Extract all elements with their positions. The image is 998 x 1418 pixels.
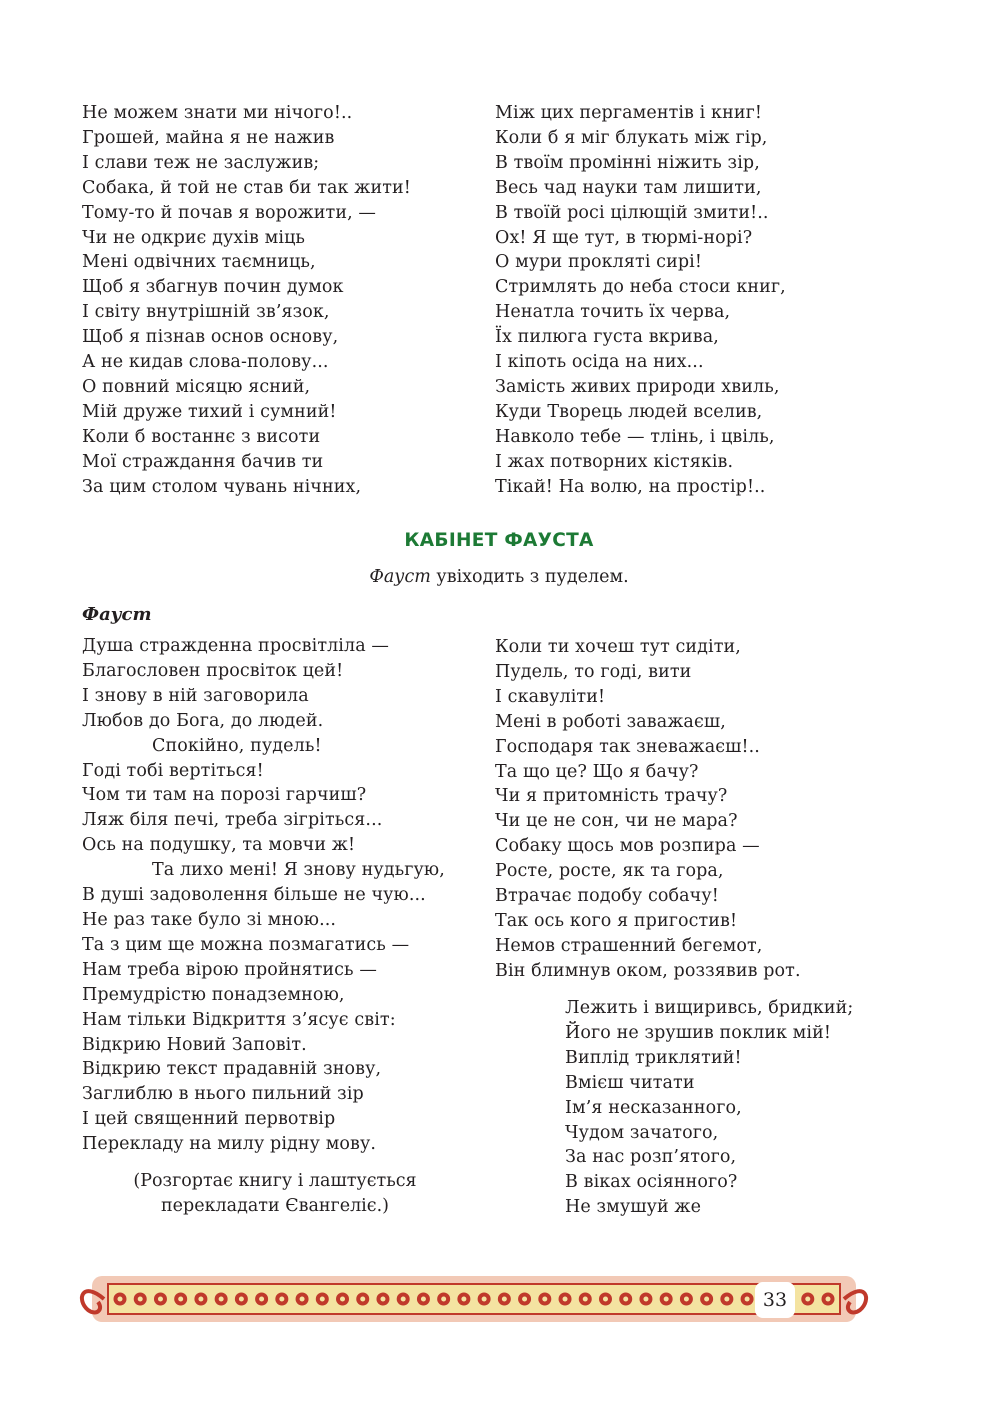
poem-line: Та що це? Що я бачу? xyxy=(495,761,699,782)
poem-line: Тікай! На волю, на простір!.. xyxy=(495,476,766,497)
ornament-motif-center xyxy=(320,1297,325,1302)
ornament-motif-center xyxy=(401,1297,406,1302)
ornament-motif-center xyxy=(826,1297,831,1302)
poem-line-indented: Та лихо мені! Я знову нудьгую, xyxy=(152,860,445,881)
poem-line: Пудель, то годі, вити xyxy=(495,661,692,682)
poem-line: І кіпоть осіда на них... xyxy=(495,352,704,373)
poem-line: Не можем знати ми нічого!.. xyxy=(82,103,353,123)
poem-line: Мені в роботі заважаєш, xyxy=(495,711,726,732)
ornament-motif-center xyxy=(805,1297,810,1302)
ornament-motif-center xyxy=(360,1297,365,1302)
poem-line: Мені одвічних таємниць, xyxy=(82,252,316,273)
ornament-motif-center xyxy=(158,1297,163,1302)
poem-line: Щоб я пізнав основ основу, xyxy=(82,327,339,348)
ornament-motif-center xyxy=(664,1297,669,1302)
ornament-motif-center xyxy=(522,1297,527,1302)
stage-remark-line: перекладати Євангеліє.) xyxy=(161,1195,389,1216)
poem-line: В твоїм промінні ніжить зір, xyxy=(495,152,760,173)
poem-line: Щоб я збагнув почин думок xyxy=(82,277,344,298)
poem-line: Чудом зачатого, xyxy=(565,1122,719,1143)
poem-bottom-left-column xyxy=(82,634,445,1157)
poem-line: Замість живих природи хвиль, xyxy=(495,376,780,397)
poem-line: Любов до Бога, до людей. xyxy=(82,710,324,731)
ornament-motif-center xyxy=(300,1297,305,1302)
stage-direction xyxy=(0,567,998,587)
ornament-motif-center xyxy=(563,1297,568,1302)
poem-line: І знову в ній заговорила xyxy=(82,685,309,706)
poem-line: Тому-то й почав я ворожити, — xyxy=(82,202,377,223)
ornament-motif-center xyxy=(138,1297,143,1302)
poem-line: Так ось кого я пригостив! xyxy=(495,910,738,931)
poem-line: Коли б востаннє з висоти xyxy=(82,426,321,447)
poem-line: Грошей, майна я не нажив xyxy=(82,127,335,148)
poem-line: Немов страшенний бегемот, xyxy=(495,935,763,956)
ornament-motif-center xyxy=(239,1297,244,1302)
ornament-motif-center xyxy=(461,1297,466,1302)
poem-line: Чи це не сон, чи не мара? xyxy=(495,811,738,832)
ornament-motif-center xyxy=(219,1297,224,1302)
ornament-motif-center xyxy=(482,1297,487,1302)
section-heading: КАБІНЕТ ФАУСТА xyxy=(404,530,594,551)
poem-line: Виплід триклятий! xyxy=(565,1047,742,1068)
poem-line: Ось на подушку, та мовчи ж! xyxy=(82,835,356,856)
poem-line: Між цих пергаментів і книг! xyxy=(495,103,763,123)
poem-line: Ляж біля печі, треба зігріться... xyxy=(82,810,383,831)
stage-remark-line: (Розгортає книгу і лаштується xyxy=(133,1171,417,1191)
poem-line: Мої страждання бачив ти xyxy=(82,451,324,472)
poem-line: Ох! Я ще тут, в тюрмі-норі? xyxy=(495,227,753,248)
poem-line: Навколо тебе — тлінь, і цвіль, xyxy=(495,426,775,447)
ornament-motif-center xyxy=(724,1297,729,1302)
stage-direction-character: Фауст xyxy=(369,567,431,587)
poem-line: В душі задоволення більше не чую... xyxy=(82,885,426,906)
poem-line: Росте, росте, як та гора, xyxy=(495,861,724,882)
ornament-motif-center xyxy=(704,1297,709,1302)
ornament-motif-center xyxy=(441,1297,446,1302)
poem-line: Він блимнув оком, роззявив рот. xyxy=(495,960,801,981)
poem-line: Втрачає подобу собачу! xyxy=(495,886,719,907)
poem-line: Коли ти хочеш тут сидіти, xyxy=(495,637,741,657)
stage-direction-text: увіходить з пуделем. xyxy=(430,567,629,587)
ornament-motif-center xyxy=(380,1297,385,1302)
speaker-name: Фауст xyxy=(82,604,152,625)
poem-line: Коли б я міг блукать між гір, xyxy=(495,127,768,148)
poem-bottom-right-indented-stanza xyxy=(565,996,853,1220)
poem-line: Не раз таке було зі мною... xyxy=(82,909,337,930)
poem-line: Мій друже тихий і сумний! xyxy=(82,401,337,422)
poem-top-left-column xyxy=(82,101,411,500)
poem-line: Господаря так зневажаєш!.. xyxy=(495,736,760,757)
ornament-motif-center xyxy=(623,1297,628,1302)
ornament-motif-center xyxy=(259,1297,264,1302)
poem-bottom-right-column xyxy=(495,635,801,984)
poem-line: Їх пилюга густа вкрива, xyxy=(495,327,719,348)
poem-line: А не кидав слова-полову... xyxy=(82,352,329,373)
poem-line: Не змушуй же xyxy=(565,1197,702,1218)
poem-line: Собака, й той не став би так жити! xyxy=(82,177,411,198)
poem-line: В твоїй росі цілющій змити!.. xyxy=(495,202,769,223)
ornament-motif-center xyxy=(279,1297,284,1302)
ornament-motif-center xyxy=(583,1297,588,1302)
poem-line: Заглиблю в нього пильний зір xyxy=(82,1084,364,1105)
poem-line: І скавуліти! xyxy=(495,686,606,707)
stage-remark xyxy=(105,1169,445,1219)
poem-line: І слави теж не заслужив; xyxy=(82,152,320,173)
ornament-motif-center xyxy=(118,1297,123,1302)
poem-line: Чом ти там на порозі гарчиш? xyxy=(82,785,367,806)
poem-line: Та з цим ще можна позмагатись — xyxy=(82,934,410,955)
poem-line: Душа стражденна просвітліла — xyxy=(82,636,390,656)
ornament-motif-center xyxy=(178,1297,183,1302)
ornament-motif-center xyxy=(643,1297,648,1302)
poem-line: І світу внутрішній зв’язок, xyxy=(82,302,330,323)
poem-line: Благословен просвіток цей! xyxy=(82,660,344,681)
poem-line: Чи не одкриє духів міць xyxy=(82,227,306,248)
poem-line: Вмієш читати xyxy=(565,1072,695,1093)
poem-line: О повний місяцю ясний, xyxy=(82,376,311,397)
poem-line: Відкрию текст прадавній знову, xyxy=(82,1059,382,1080)
page-number: 33 xyxy=(755,1282,795,1318)
poem-line: За нас розп’ятого, xyxy=(565,1147,737,1168)
ornament-motif-center xyxy=(502,1297,507,1302)
poem-line: За цим столом чувань нічних, xyxy=(82,476,362,497)
poem-line: Нам треба вірою пройнятись — xyxy=(82,959,377,980)
ornament-motif-center xyxy=(340,1297,345,1302)
ornament-motif-center xyxy=(745,1297,750,1302)
poem-line-indented: Спокійно, пудель! xyxy=(152,735,322,756)
poem-line: Ненатла точить їх черва, xyxy=(495,302,731,323)
poem-line: І жах потворних кістяків. xyxy=(495,451,734,472)
poem-line: Весь чад науки там лишити, xyxy=(495,177,762,198)
poem-line: В віках осіянного? xyxy=(565,1172,738,1193)
poem-top-right-column xyxy=(495,101,786,500)
poem-line: Чи я притомність трачу? xyxy=(495,786,728,807)
poem-line: Нам тільки Відкриття з’ясує світ: xyxy=(82,1009,396,1030)
poem-line: Його не зрушив поклик мій! xyxy=(565,1022,831,1043)
ornament-motif-center xyxy=(421,1297,426,1302)
poem-line: Собаку щось мов розпира — xyxy=(495,836,760,857)
poem-line: Премудрістю понадземною, xyxy=(82,984,345,1005)
poem-line: Годі тобі вертіться! xyxy=(82,760,264,781)
poem-line: Куди Творець людей вселив, xyxy=(495,401,763,422)
ornament-motif-center xyxy=(603,1297,608,1302)
poem-line: Відкрию Новий Заповіт. xyxy=(82,1034,307,1055)
poem-line: Ім’я несказанного, xyxy=(565,1097,742,1118)
poem-line: Перекладу на милу рідну мову. xyxy=(82,1134,377,1155)
poem-line: Стримлять до неба стоси книг, xyxy=(495,277,786,298)
poem-line: Лежить і вищиривсь, бридкий; xyxy=(565,998,854,1018)
poem-line: О мури прокляті сирі! xyxy=(495,252,702,273)
ornament-motif-center xyxy=(684,1297,689,1302)
ornament-motif-center xyxy=(542,1297,547,1302)
poem-line: І цей священний первотвір xyxy=(82,1109,336,1130)
decorative-ornament-band xyxy=(74,1270,874,1328)
ornament-motif-center xyxy=(198,1297,203,1302)
